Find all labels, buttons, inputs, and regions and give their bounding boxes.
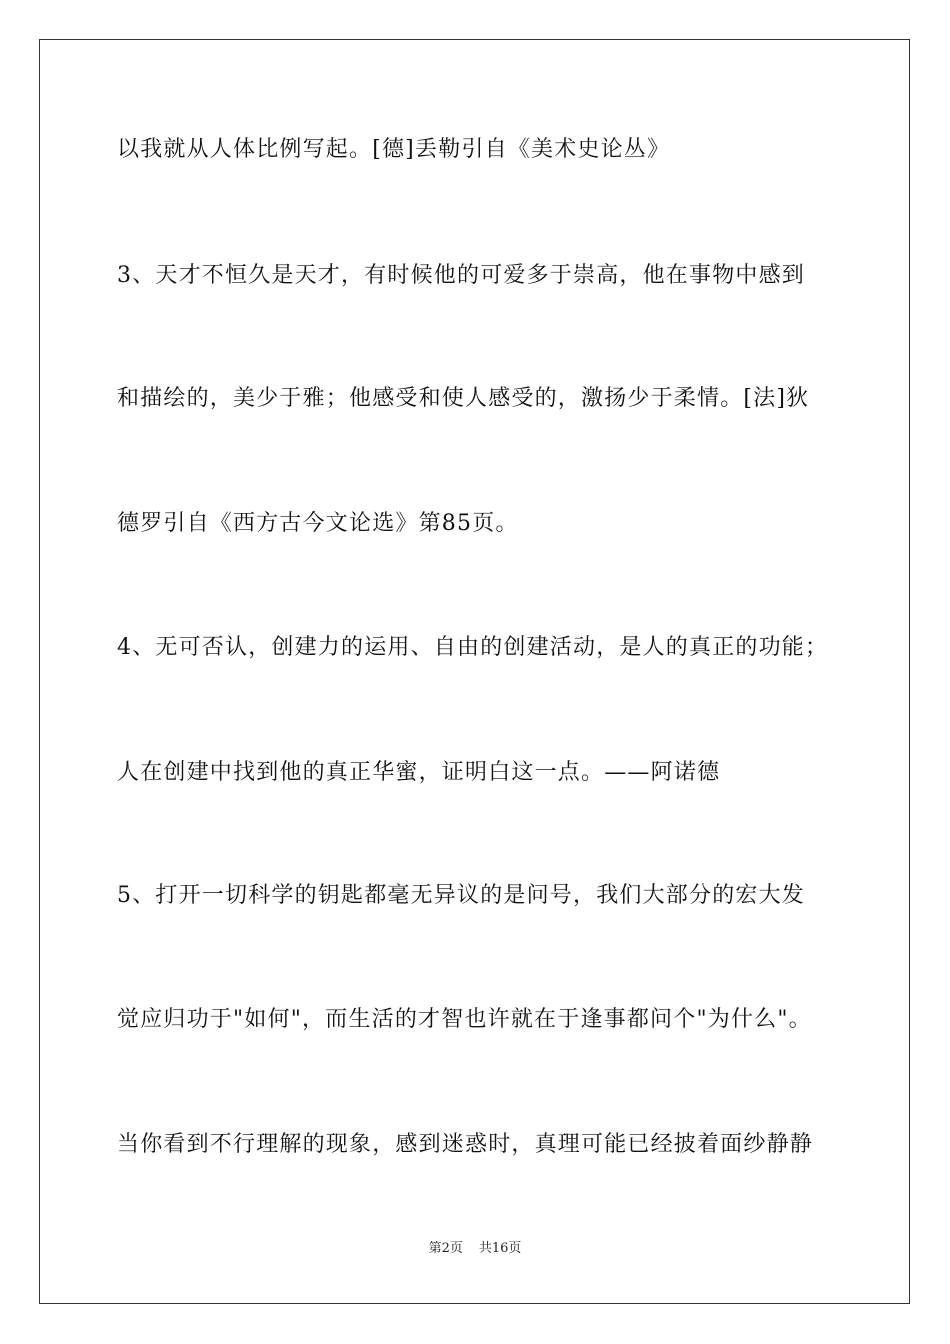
text-line-3: 和描绘的，美少于雅；他感受和使人感受的，激扬少于柔情。[法]狄 [117, 386, 810, 411]
text-line-1: 以我就从人体比例写起。[德]丢勒引自《美术史论丛》 [117, 137, 671, 162]
text-line-2: 3、天才不恒久是天才，有时候他的可爱多于崇高，他在事物中感到 [117, 263, 805, 288]
text-line-5: 4、无可否认，创建力的运用、自由的创建活动，是人的真正的功能； [117, 635, 829, 660]
text-line-7: 5、打开一切科学的钥匙都毫无异议的是问号，我们大部分的宏大发 [117, 883, 805, 908]
text-line-4: 德罗引自《西方古今文论选》第85页。 [117, 511, 519, 536]
text-line-8: 觉应归功于"如何"，而生活的才智也许就在于逢事都问个"为什么"。 [117, 1007, 812, 1032]
page-number: 第2页 [428, 1241, 463, 1256]
page-border [39, 39, 910, 1304]
total-pages: 共16页 [478, 1241, 522, 1256]
text-line-6: 人在创建中找到他的真正华蜜，证明白这一点。——阿诺德 [117, 760, 721, 785]
text-line-9: 当你看到不行理解的现象，感到迷惑时，真理可能已经披着面纱静静 [117, 1132, 814, 1157]
page-footer [0, 1240, 950, 1258]
